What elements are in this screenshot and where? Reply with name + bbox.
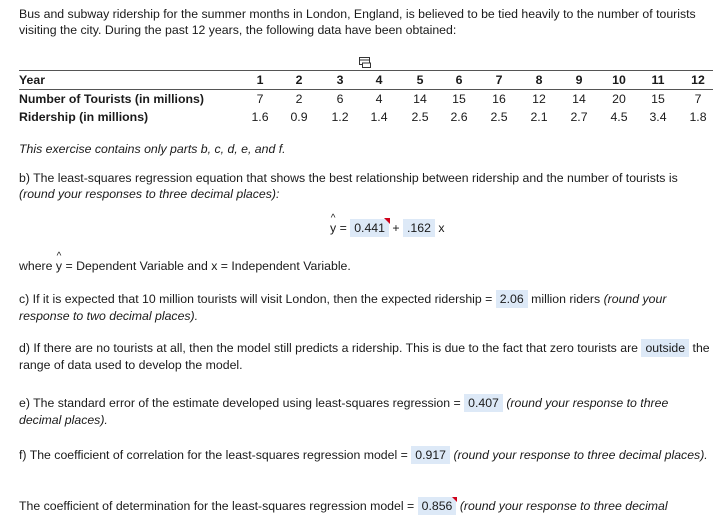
table-cell: 14 (413, 92, 427, 106)
plus-sign: + (392, 221, 400, 235)
ridership-answer-value: 2.06 (499, 292, 524, 306)
part-c-text: c) If it is expected that 10 million tourists will visit London, then the expected ridership = (19, 292, 493, 306)
table-cell: 1.4 (370, 110, 388, 124)
part-e-rounding-note: (round your response to three decimal places). (19, 396, 669, 427)
table-cell: 15 (452, 92, 466, 106)
standard-error-answer-field[interactable] (464, 394, 503, 412)
slope-answer-field[interactable] (403, 219, 435, 237)
determination-value: 0.856 (421, 499, 453, 513)
year-cell: 6 (455, 73, 463, 87)
table-cell: 20 (612, 92, 626, 106)
slope-value: .162 (407, 221, 431, 235)
year-cell: 2 (295, 73, 303, 87)
table-cell: 4 (375, 92, 383, 106)
where-line (19, 251, 711, 274)
intercept-answer-field[interactable] (350, 219, 389, 237)
determination-text: The coefficient of determination for the least-squares regression model = (19, 499, 415, 513)
y-hat-symbol (330, 213, 337, 237)
hat-accent: ^ (330, 213, 336, 224)
part-e-question (19, 394, 711, 428)
incorrect-flag-icon (451, 497, 457, 502)
intercept-value: 0.441 (354, 221, 385, 235)
part-b-question (19, 170, 711, 202)
where-definition: = Dependent Variable and x = Independent Variable. (62, 259, 351, 273)
table-header-row (19, 71, 713, 89)
year-cell: 8 (535, 73, 543, 87)
year-cell: 10 (612, 73, 626, 87)
year-header: Year (19, 73, 45, 87)
part-c-question (19, 290, 711, 324)
ridership-answer-field[interactable] (496, 290, 528, 308)
regression-equation (330, 213, 445, 237)
table-cell: 16 (492, 92, 506, 106)
incorrect-flag-icon (384, 218, 390, 224)
table-cell: 2.5 (411, 110, 429, 124)
table-cell: 2.5 (490, 110, 508, 124)
table-cell: 2.6 (450, 110, 468, 124)
part-d-continuation: the range of data used to develop the model. (19, 341, 710, 372)
table-cell: 2 (295, 92, 303, 106)
range-answer-value: outside (645, 341, 686, 355)
tourists-label: Number of Tourists (in millions) (19, 92, 204, 106)
table-cell: 12 (532, 92, 546, 106)
year-cell: 5 (416, 73, 424, 87)
table-cell: 14 (572, 92, 586, 106)
table-cell: 0.9 (290, 110, 308, 124)
year-cell: 11 (651, 73, 665, 87)
standard-error-value: 0.407 (468, 396, 499, 410)
table-cell: 2.1 (530, 110, 548, 124)
part-b-rounding-note: (round your responses to three decimal places): (19, 187, 280, 201)
table-cell: 7 (694, 92, 702, 106)
part-f-text: f) The coefficient of correlation for the least-squares regression model = (19, 448, 408, 462)
table-cell: 7 (256, 92, 264, 106)
y-hat-symbol (55, 251, 63, 274)
y-variable: y (55, 259, 63, 273)
ridership-label: Ridership (in millions) (19, 110, 149, 124)
table-cell: 2.7 (570, 110, 588, 124)
year-cell: 9 (575, 73, 583, 87)
tourists-row (19, 90, 713, 108)
hat-accent: ^ (56, 251, 62, 262)
table-cell: 1.8 (689, 110, 707, 124)
part-f-rounding-note: (round your response to three decimal places). (453, 448, 708, 462)
where-prefix: where (19, 259, 56, 273)
table-cell: 6 (336, 92, 344, 106)
exercise-note: This exercise contains only parts b, c, d, e, and f. (19, 142, 286, 156)
determination-question (19, 497, 711, 515)
equals-sign: = (339, 221, 347, 235)
year-cell: 3 (336, 73, 344, 87)
correlation-value: 0.917 (415, 448, 447, 462)
table-cell: 3.4 (649, 110, 667, 124)
year-cell: 1 (256, 73, 264, 87)
intro-paragraph: Bus and subway ridership for the summer months in London, England, is believed to be tied heavily to the number of tourists visiting the city. During the past 12 years, the following data have been obtained: (19, 7, 696, 37)
determination-answer-field[interactable] (418, 497, 457, 515)
part-d-text: d) If there are no tourists at all, then the model still predicts a ridership. This is due to the fact that zero tourists are (19, 341, 639, 355)
part-c-rounding-note: (round your response to two decimal places). (19, 292, 667, 323)
correlation-answer-field[interactable] (411, 446, 450, 464)
y-variable: y (330, 221, 337, 235)
ridership-row (19, 108, 713, 126)
table-cell: 15 (651, 92, 665, 106)
year-cell: 4 (375, 73, 383, 87)
table-cell: 1.2 (331, 110, 349, 124)
range-answer-dropdown[interactable] (641, 339, 689, 357)
table-cell: 1.6 (251, 110, 269, 124)
table-cell: 4.5 (610, 110, 628, 124)
determination-rounding-note: (round your response to three decimal (459, 499, 668, 513)
year-cell: 12 (691, 73, 705, 87)
year-cell: 7 (495, 73, 503, 87)
x-variable: x (438, 221, 445, 235)
copy-table-icon[interactable] (359, 57, 372, 68)
part-d-question (19, 339, 711, 373)
part-e-text: e) The standard error of the estimate developed using least-squares regression = (19, 396, 461, 410)
data-table (19, 70, 713, 126)
part-b-text: b) The least-squares regression equation that shows the best relationship between ridership and the number of tourists is (19, 171, 678, 185)
part-f-question (19, 446, 711, 464)
part-c-unit: million riders (527, 292, 604, 306)
